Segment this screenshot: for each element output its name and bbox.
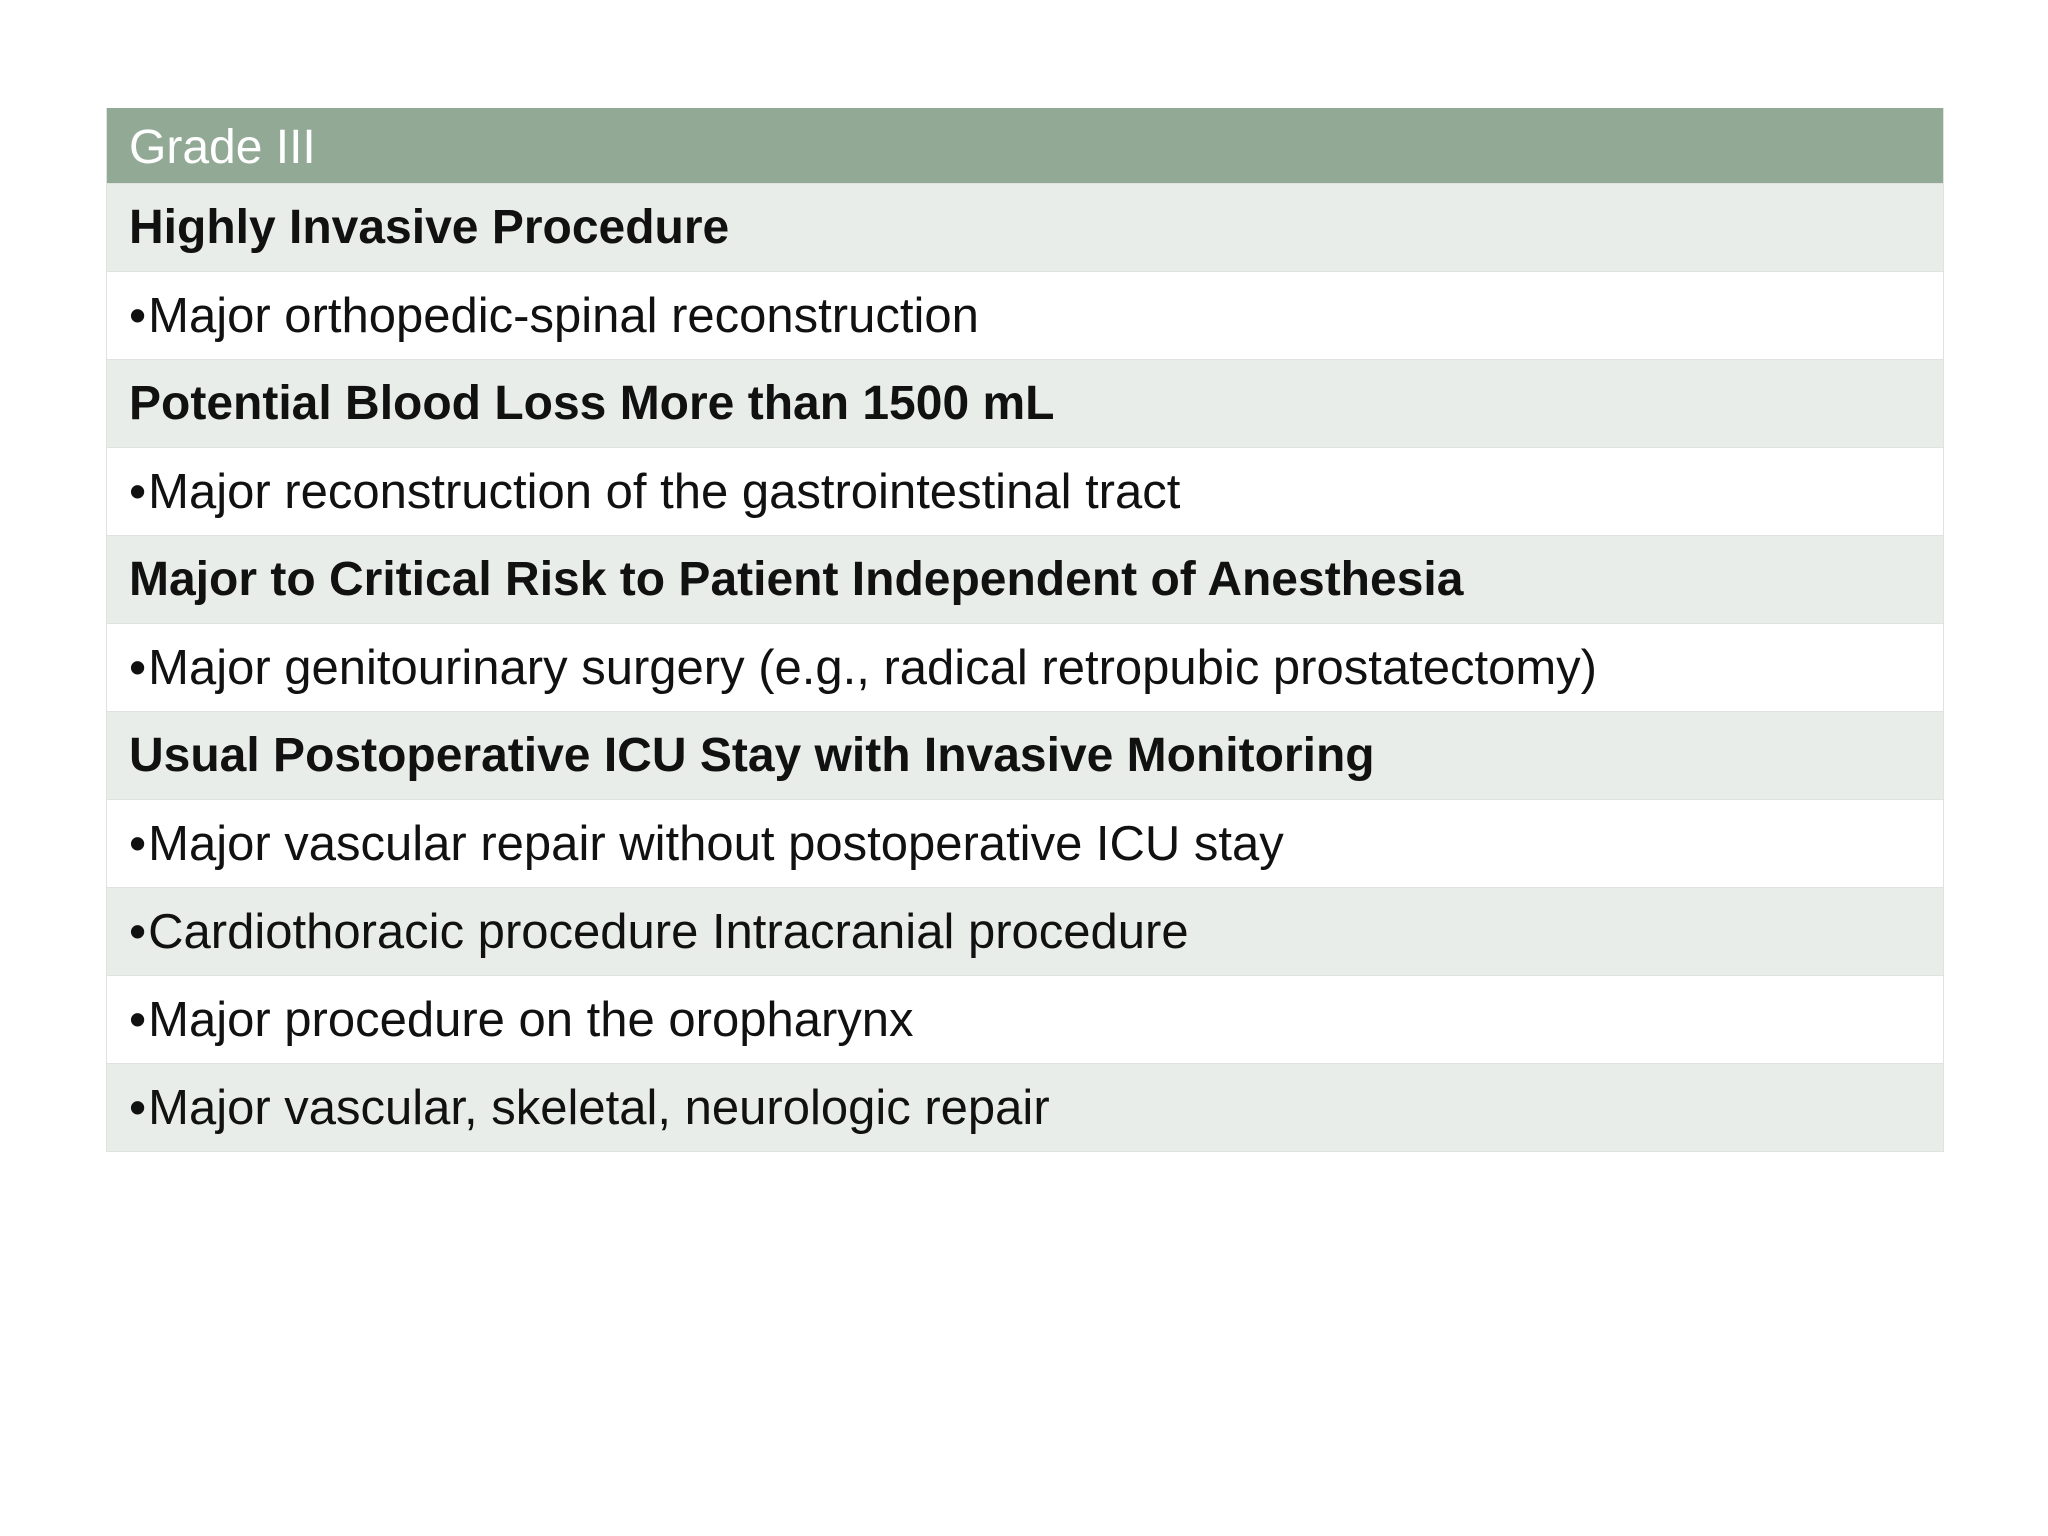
table-row-section-3 — [107, 535, 1943, 623]
section-heading: Highly Invasive Procedure — [129, 201, 730, 254]
bullet: • — [129, 992, 147, 1047]
table-header-label: Grade III — [129, 121, 316, 174]
list-item-text: Cardiothoracic procedure Intracranial procedure — [148, 904, 1189, 959]
table-row-section-2 — [107, 359, 1943, 447]
section-heading: Usual Postoperative ICU Stay with Invasive Monitoring — [129, 729, 1375, 782]
section-heading: Potential Blood Loss More than 1500 mL — [129, 377, 1055, 430]
table-row-section-4 — [107, 711, 1943, 799]
table-row-item-3 — [107, 623, 1943, 711]
table-row-item-5 — [107, 887, 1943, 975]
bullet: • — [129, 904, 147, 959]
table-row-item-4 — [107, 799, 1943, 887]
table-row-section-1 — [107, 183, 1943, 271]
list-item-text: Major vascular repair without postoperative ICU stay — [148, 816, 1284, 871]
bullet: • — [129, 640, 147, 695]
list-item-text: Major vascular, skeletal, neurologic repair — [148, 1080, 1050, 1135]
bullet: • — [129, 816, 147, 871]
list-item-text: Major procedure on the oropharynx — [148, 992, 914, 1047]
list-item-text: Major genitourinary surgery (e.g., radical retropubic prostatectomy) — [148, 640, 1597, 695]
list-item-text: Major orthopedic-spinal reconstruction — [148, 288, 979, 343]
grade-table — [106, 108, 1944, 1152]
bullet: • — [129, 288, 147, 343]
table-header — [107, 108, 1943, 183]
bullet: • — [129, 1080, 147, 1135]
bullet: • — [129, 464, 147, 519]
table-row-item-1 — [107, 271, 1943, 359]
table-row-item-6 — [107, 975, 1943, 1063]
section-heading: Major to Critical Risk to Patient Independent of Anesthesia — [129, 553, 1464, 606]
table-row-item-7 — [107, 1063, 1943, 1151]
list-item-text: Major reconstruction of the gastrointestinal tract — [148, 464, 1181, 519]
table-row-item-2 — [107, 447, 1943, 535]
